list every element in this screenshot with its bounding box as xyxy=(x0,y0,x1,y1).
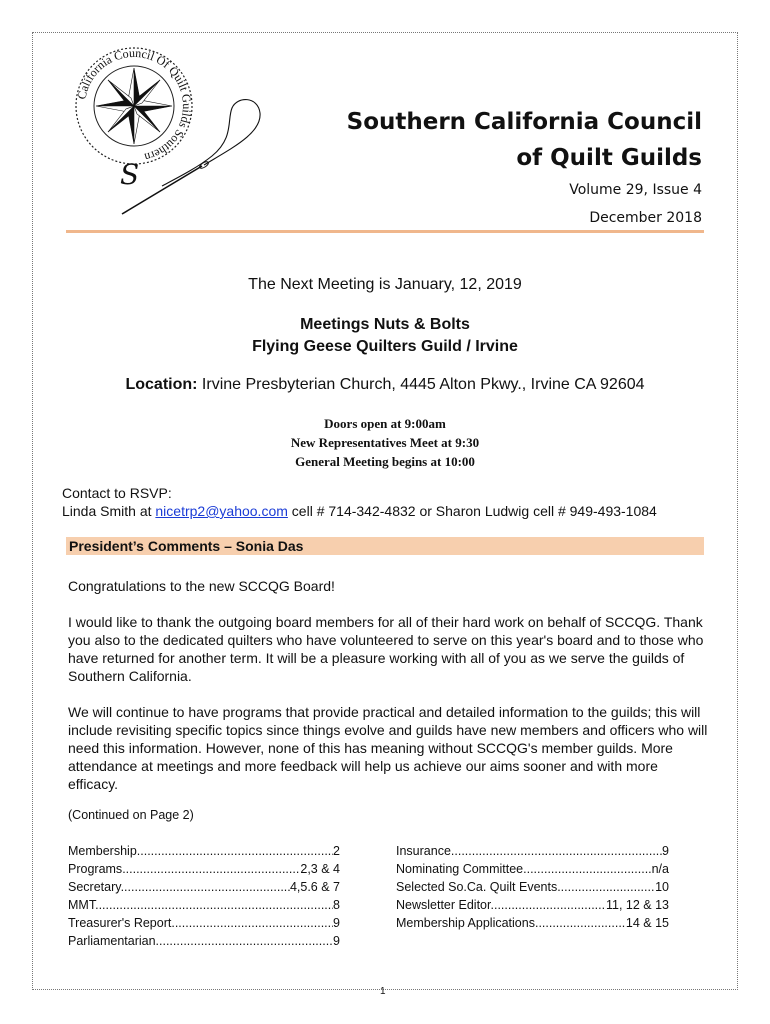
volume-issue: Volume 29, Issue 4 xyxy=(569,182,702,198)
header-rule xyxy=(66,230,704,233)
contact-rsvp xyxy=(62,484,657,520)
toc-item[interactable]: Insurance. ..... 9 xyxy=(396,842,669,860)
meeting-title-1: Meetings Nuts & Bolts xyxy=(300,316,470,333)
paragraph-1: Congratulations to the new SCCQG Board! xyxy=(68,578,335,594)
contact-email-link[interactable]: nicetrp2@yahoo.com xyxy=(155,503,288,519)
location-address: Irvine Presbyterian Church, 4445 Alton Pkwy., Irvine CA 92604 xyxy=(201,376,645,393)
toc-item[interactable]: Secretary. ..... 4,5.6 & 7 xyxy=(68,878,340,896)
toc-item[interactable]: MMT. ..... 8 xyxy=(68,896,340,914)
toc-item[interactable]: Membership. ..... 2 xyxy=(68,842,340,860)
meeting-times xyxy=(66,414,704,471)
toc-item[interactable]: Membership Applications. ..... 14 & 15 xyxy=(396,914,669,932)
toc-item[interactable]: Treasurer's Report ..... 9 xyxy=(68,914,340,932)
presidents-comments-heading: President’s Comments – Sonia Das xyxy=(66,537,704,555)
contact-prefix: Linda Smith at xyxy=(62,503,152,519)
toc-item[interactable]: Nominating Committee. ..... n/a xyxy=(396,860,669,878)
contact-phones: cell # 714-342-4832 or Sharon Ludwig cell # 949-493-1084 xyxy=(291,503,657,519)
toc-item[interactable]: Programs ..... 2,3 & 4 xyxy=(68,860,340,878)
issue-date: December 2018 xyxy=(589,210,702,226)
next-meeting: The Next Meeting is January, 12, 2019 xyxy=(248,276,522,293)
continued-note: (Continued on Page 2) xyxy=(68,808,194,822)
paragraph-3: We will continue to have programs that provide practical and detailed information to the guilds; this will include revisiting specific topics since things evolve and guilds have new members and officers who will need this information. However, none of this has meaning without SCCQG's member guilds. More attendance at meetings and more feedback will help us achieve our aims sooner and with more efficacy. xyxy=(68,704,708,792)
meeting-title xyxy=(66,314,704,358)
location-label: Location: xyxy=(125,376,198,393)
general-meeting: General Meeting begins at 10:00 xyxy=(295,454,475,469)
reps-meet: New Representatives Meet at 9:30 xyxy=(290,435,480,450)
masthead xyxy=(347,104,702,232)
title-line-1: Southern California Council xyxy=(346,109,702,135)
toc-item[interactable]: Selected So.Ca. Quilt Events. ..... 10 xyxy=(396,878,669,896)
title-line-2: of Quilt Guilds xyxy=(516,145,702,171)
toc-left xyxy=(68,842,340,950)
meeting-title-2: Flying Geese Quilters Guild / Irvine xyxy=(252,338,518,355)
toc-item[interactable]: Newsletter Editor. ..... 11, 12 & 13 xyxy=(396,896,669,914)
toc-item[interactable]: Parliamentarian. ..... 9 xyxy=(68,932,340,950)
paragraph-2: I would like to thank the outgoing board members for all of their hard work on behalf of SCCQG. Thank you also to the dedicated quilters who have volunteered to serve on this year's board and to those who have returned for another term. It will be a pleasure working with all of you as we serve the guilds of Southern California. xyxy=(68,614,704,684)
meeting-location xyxy=(66,376,704,394)
toc-right xyxy=(396,842,669,932)
logo-ring-text: California Council Of Quilt Guilds Southern xyxy=(74,45,195,165)
contact-label: Contact to RSVP: xyxy=(62,485,172,501)
doors-open: Doors open at 9:00am xyxy=(324,416,446,431)
sccqg-logo xyxy=(62,38,272,224)
page-number: 1 xyxy=(380,986,386,997)
logo-monogram: S xyxy=(120,158,140,191)
